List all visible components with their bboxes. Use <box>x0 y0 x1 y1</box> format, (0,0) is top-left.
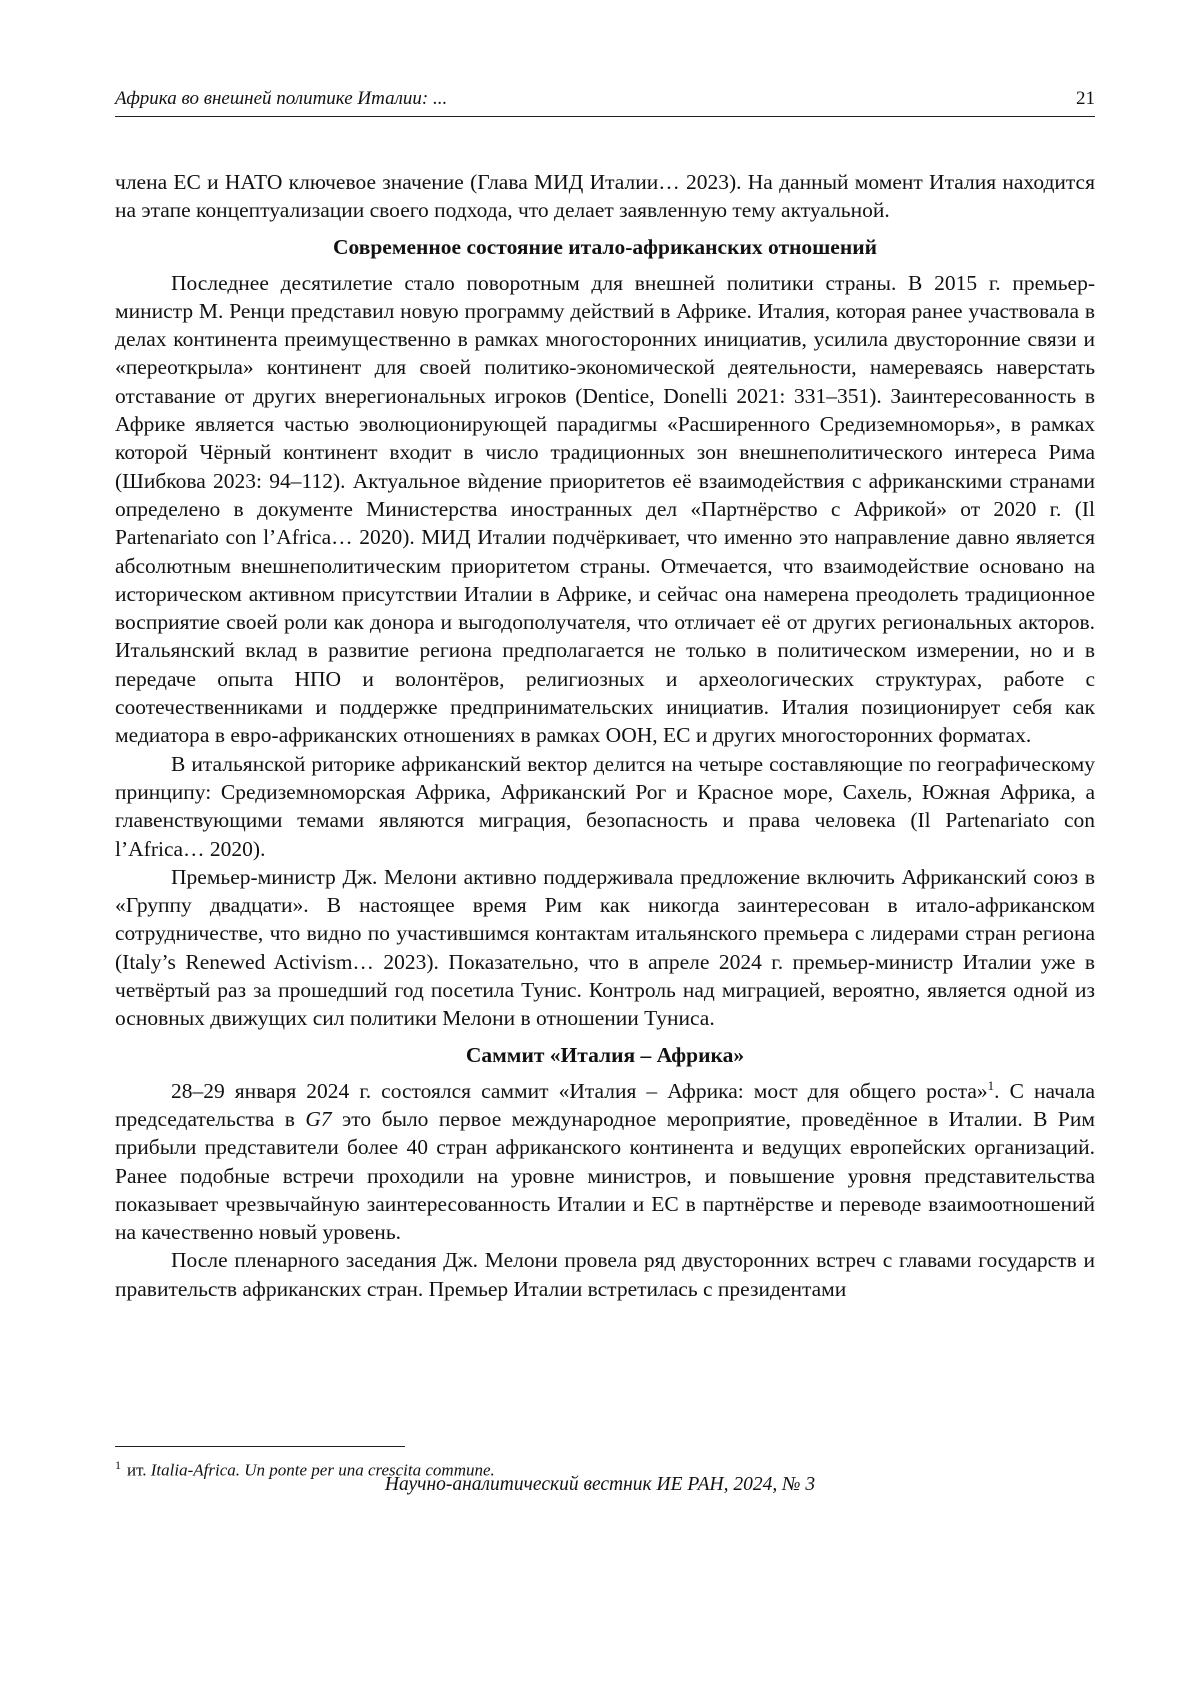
paragraph-text: это было первое международное мероприятие, проведённое в Италии. В Рим прибыли представители более 40 стран африканского континента и ведущих европейских организаций. Ранее подобные встречи проходили на уровне министров, и повышение уровня представительства показывает чрезвычайную заинтересованность Италии и ЕС в партнёрстве и переводе взаимоотношений на качественно новый уровень. <box>115 1106 1096 1245</box>
g7-term: G7 <box>305 1106 332 1131</box>
paragraph: Премьер-министр Дж. Мелони активно поддерживала предложение включить Африканский союз в «Группу двадцати». В настоящее время Рим как никогда заинтересован в итало-африканском сотрудничестве, что видно по участившимся контактам итальянского премьера с лидерами стран региона (Italy’s Renewed Activism… 2023). Показательно, что в апреле 2024 г. премьер-министр Италии уже в четвёртый раз за прошедший год посетила Тунис. Контроль над миграцией, вероятно, является одной из основных движущих сил политики Мелони в отношении Туниса. <box>115 864 1095 1031</box>
paragraph: В итальянской риторике африканский вектор делится на четыре составляющие по географическому принципу: Средиземноморская Африка, Африканский Рог и Красное море, Сахель, Южная Африка, а главенствующими темами являются миграция, безопасность и права человека (Il Partenariato con l’Africa… 2020). <box>115 751 1095 861</box>
running-title: Африка во внешней политике Италии: ... <box>115 88 448 109</box>
paragraph-text: 28–29 января 2024 г. состоялся саммит «Италия – Африка: мост для общего роста» <box>171 1078 988 1103</box>
body-text <box>115 168 1095 1303</box>
page-number: 21 <box>1076 88 1095 109</box>
section-heading-summit: Саммит «Италия – Африка» <box>465 1042 745 1067</box>
footnote-reference[interactable]: 1 <box>987 1077 995 1093</box>
paragraph <box>115 1077 1095 1247</box>
running-header <box>115 86 1095 117</box>
paragraph: Последнее десятилетие стало поворотным для внешней политики страны. В 2015 г. премьер-министр М. Ренци представил новую программу действий в Африке. Италия, которая ранее участвовала в делах континента преимущественно в рамках многосторонних инициатив, усилила двусторонние связи и «переоткрыла» континент для своей политико-экономической деятельности, намереваясь наверстать отставание от других внерегиональных игроков (Dentice, Donelli 2021: 331–351). Заинтересованность в Африке является частью эволюционирующей парадигмы «Расширенного Средиземноморья», в рамках которой Чёрный континент входит в число традиционных зон внешнеполитического интереса Рима (Шибкова 2023: 94–112). Актуальное вѝдение приоритетов её взаимодействия с африканскими странами определено в документе Министерства иностранных дел «Партнёрство с Африкой» от 2020 г. (Il Partenariato con l’Africa… 2020). МИД Италии подчёркивает, что именно это направление давно является абсолютным внешнеполитическим приоритетом страны. Отмечается, что взаимодействие основано на историческом активном присутствии Италии в Африке, и сейчас она намерена преодолеть традиционное восприятие своей роли как донора и выгодополучателя, что отличает её от других региональных акторов. Итальянский вклад в развитие региона предполагается не только в политическом измерении, но и в передаче опыта НПО и волонтёров, религиозных и археологических структурах, работе с соотечественниками и поддержке предпринимательских инициатив. Италия позиционирует себя как медиатора в евро-африканских отношениях в рамках ООН, ЕС и других многосторонних форматах. <box>115 270 1095 748</box>
footnote-divider <box>115 1446 405 1447</box>
paragraph-text: . С начала председательства в <box>115 1078 1095 1131</box>
section-heading-current-state: Современное состояние итало-африканских отношений <box>332 234 878 259</box>
footnote-text: Italia-Africa. Un ponte per una crescita commune. <box>150 1460 495 1480</box>
intro-paragraph: члена ЕС и НАТО ключевое значение (Глава МИД Италии… 2023). На данный момент Италия находится на этапе концептуализации своего подхода, что делает заявленную тему актуальной. <box>115 170 1095 223</box>
paragraph: После пленарного заседания Дж. Мелони провела ряд двусторонних встреч с главами государств и правительств африканских стран. Премьер Италии встретилась с президентами <box>115 1248 1095 1301</box>
footnote-prefix: ит. <box>127 1460 147 1480</box>
footnote-number: 1 <box>115 1458 121 1472</box>
journal-footer: Научно-аналитический вестник ИЕ РАН, 2024, № 3 <box>384 1474 816 1495</box>
